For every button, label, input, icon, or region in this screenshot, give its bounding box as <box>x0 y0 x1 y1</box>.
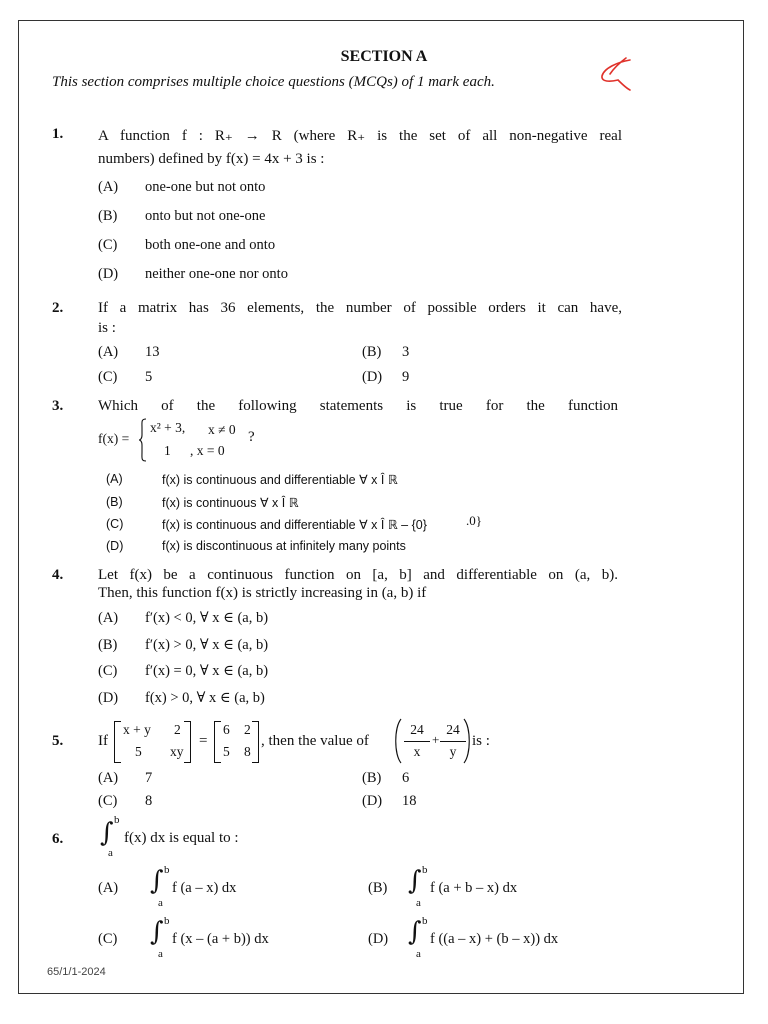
fraction-bar <box>404 741 430 742</box>
fraction-denominator: y <box>449 744 457 759</box>
option-text: f(x) is continuous and differentiable ∀ x Î ℝ <box>162 473 398 487</box>
question-text: A function f : R₊ → R (where R₊ is the set of all non-negative real <box>98 128 622 144</box>
matrix-bracket-right <box>184 721 191 763</box>
equals-sign: = <box>199 733 208 749</box>
option-label: (C) <box>98 237 118 253</box>
piecewise-brace-icon <box>138 418 148 462</box>
integral-lower-limit: a <box>416 948 421 960</box>
fraction-numerator: 24 <box>410 722 424 737</box>
section-subtitle: This section comprises multiple choice questions (MCQs) of 1 mark each. <box>52 74 495 90</box>
question-number: 4. <box>52 567 64 583</box>
integral-upper-limit: b <box>422 915 428 927</box>
integral-lower-limit: a <box>158 948 163 960</box>
option-text: 7 <box>145 770 153 786</box>
function-label: f(x) = <box>98 431 130 446</box>
option-label: (A) <box>98 179 119 195</box>
option-text: f(x) is continuous and differentiable ∀ x Î ℝ – {0} <box>162 518 427 532</box>
question-mark: ? <box>248 429 255 445</box>
option-label: (B) <box>98 208 118 224</box>
option-label: (D) <box>98 690 119 706</box>
option-text: onto but not one-one <box>145 208 266 224</box>
option-text: f (a + b – x) dx <box>430 880 518 896</box>
question-text: If a matrix has 36 elements, the number of possible orders it can have, <box>98 300 622 316</box>
integral-sign-icon: ∫ <box>150 866 164 896</box>
question-number: 3. <box>52 398 64 414</box>
matrix-bracket-right <box>252 721 259 763</box>
case-expression: x² + 3, <box>150 420 186 435</box>
question-number: 2. <box>52 300 64 316</box>
option-label: (D) <box>106 539 124 553</box>
question-text: is : <box>472 733 490 749</box>
option-label: (C) <box>98 793 118 809</box>
option-text: 8 <box>145 793 153 809</box>
matrix-cell: 2 <box>174 722 181 737</box>
option-label: (A) <box>106 472 123 486</box>
question-text: , then the value of <box>261 733 369 749</box>
option-text: one-one but not onto <box>145 179 266 195</box>
option-label: (C) <box>98 663 118 679</box>
integral-sign-icon: ∫ <box>100 818 114 848</box>
page-footer-code: 65/1/1-2024 <box>47 966 106 978</box>
option-text: 18 <box>402 793 417 809</box>
option-label: (D) <box>98 266 119 282</box>
matrix-cell: 6 <box>223 722 230 737</box>
option-text: 9 <box>402 369 410 385</box>
option-text: both one-one and onto <box>145 237 276 253</box>
option-text: f(x) > 0, ∀ x ∈ (a, b) <box>145 690 265 706</box>
question-text: numbers) defined by f(x) = 4x + 3 is : <box>98 151 325 167</box>
question-text: is : <box>98 320 116 336</box>
fraction-numerator: 24 <box>446 722 460 737</box>
question-text: f(x) dx is equal to : <box>124 830 239 846</box>
option-text: f(x) is continuous ∀ x Î ℝ <box>162 496 299 510</box>
option-label: (D) <box>368 931 389 947</box>
matrix-cell: 5 <box>223 744 230 759</box>
option-text: 13 <box>145 344 160 360</box>
fraction-denominator: x <box>413 744 421 759</box>
integral-sign-icon: ∫ <box>408 917 422 947</box>
question-number: 1. <box>52 126 64 142</box>
integral-upper-limit: b <box>164 864 170 876</box>
option-text: f ((a – x) + (b – x)) dx <box>430 931 559 947</box>
plus-sign: + <box>432 732 440 747</box>
question-text: Which of the following statements is true for the function <box>98 398 618 414</box>
option-label: (C) <box>106 517 124 531</box>
integral-lower-limit: a <box>416 897 421 909</box>
option-label: (A) <box>98 880 119 896</box>
option-label: (B) <box>368 880 388 896</box>
paren-left-icon <box>392 718 402 764</box>
option-text: 6 <box>402 770 410 786</box>
integral-lower-limit: a <box>158 897 163 909</box>
matrix-cell: xy <box>170 744 184 759</box>
section-title: SECTION A <box>340 48 428 65</box>
matrix-bracket-left <box>114 721 121 763</box>
matrix-cell: 5 <box>135 744 142 759</box>
question-number: 6. <box>52 831 64 847</box>
option-text: f(x) is discontinuous at infinitely many points <box>162 539 406 553</box>
option-label: (A) <box>98 610 119 626</box>
question-number: 5. <box>52 733 64 749</box>
stray-text: .0} <box>466 513 482 528</box>
option-label: (A) <box>98 770 119 786</box>
question-text: Let f(x) be a continuous function on [a, b] and differentiable on (a, b). <box>98 567 618 583</box>
option-text: 5 <box>145 369 153 385</box>
option-label: (C) <box>98 369 118 385</box>
integral-sign-icon: ∫ <box>408 866 422 896</box>
option-label: (B) <box>106 495 123 509</box>
option-text: f (x – (a + b)) dx <box>172 931 269 947</box>
option-label: (B) <box>362 344 382 360</box>
option-label: (C) <box>98 931 118 947</box>
integral-upper-limit: b <box>114 814 120 826</box>
handwritten-mark-icon <box>596 54 636 92</box>
case-expression: 1 <box>164 443 171 458</box>
option-label: (B) <box>362 770 382 786</box>
integral-upper-limit: b <box>422 864 428 876</box>
question-text: If <box>98 733 108 749</box>
integral-lower-limit: a <box>108 847 113 859</box>
option-label: (D) <box>362 369 383 385</box>
integral-upper-limit: b <box>164 915 170 927</box>
integral-sign-icon: ∫ <box>150 917 164 947</box>
option-label: (D) <box>362 793 383 809</box>
matrix-cell: x + y <box>123 722 151 737</box>
case-condition: , x = 0 <box>190 443 225 458</box>
option-label: (A) <box>98 344 119 360</box>
option-text: f (a – x) dx <box>172 880 237 896</box>
option-text: f′(x) = 0, ∀ x ∈ (a, b) <box>145 663 269 679</box>
matrix-bracket-left <box>214 721 221 763</box>
option-text: 3 <box>402 344 410 360</box>
matrix-cell: 2 <box>244 722 251 737</box>
option-text: neither one-one nor onto <box>145 266 288 282</box>
case-condition: x ≠ 0 <box>208 422 236 437</box>
matrix-cell: 8 <box>244 744 251 759</box>
option-text: f′(x) < 0, ∀ x ∈ (a, b) <box>145 610 269 626</box>
option-label: (B) <box>98 637 118 653</box>
question-text: Then, this function f(x) is strictly increasing in (a, b) if <box>98 585 427 601</box>
option-text: f′(x) > 0, ∀ x ∈ (a, b) <box>145 637 269 653</box>
